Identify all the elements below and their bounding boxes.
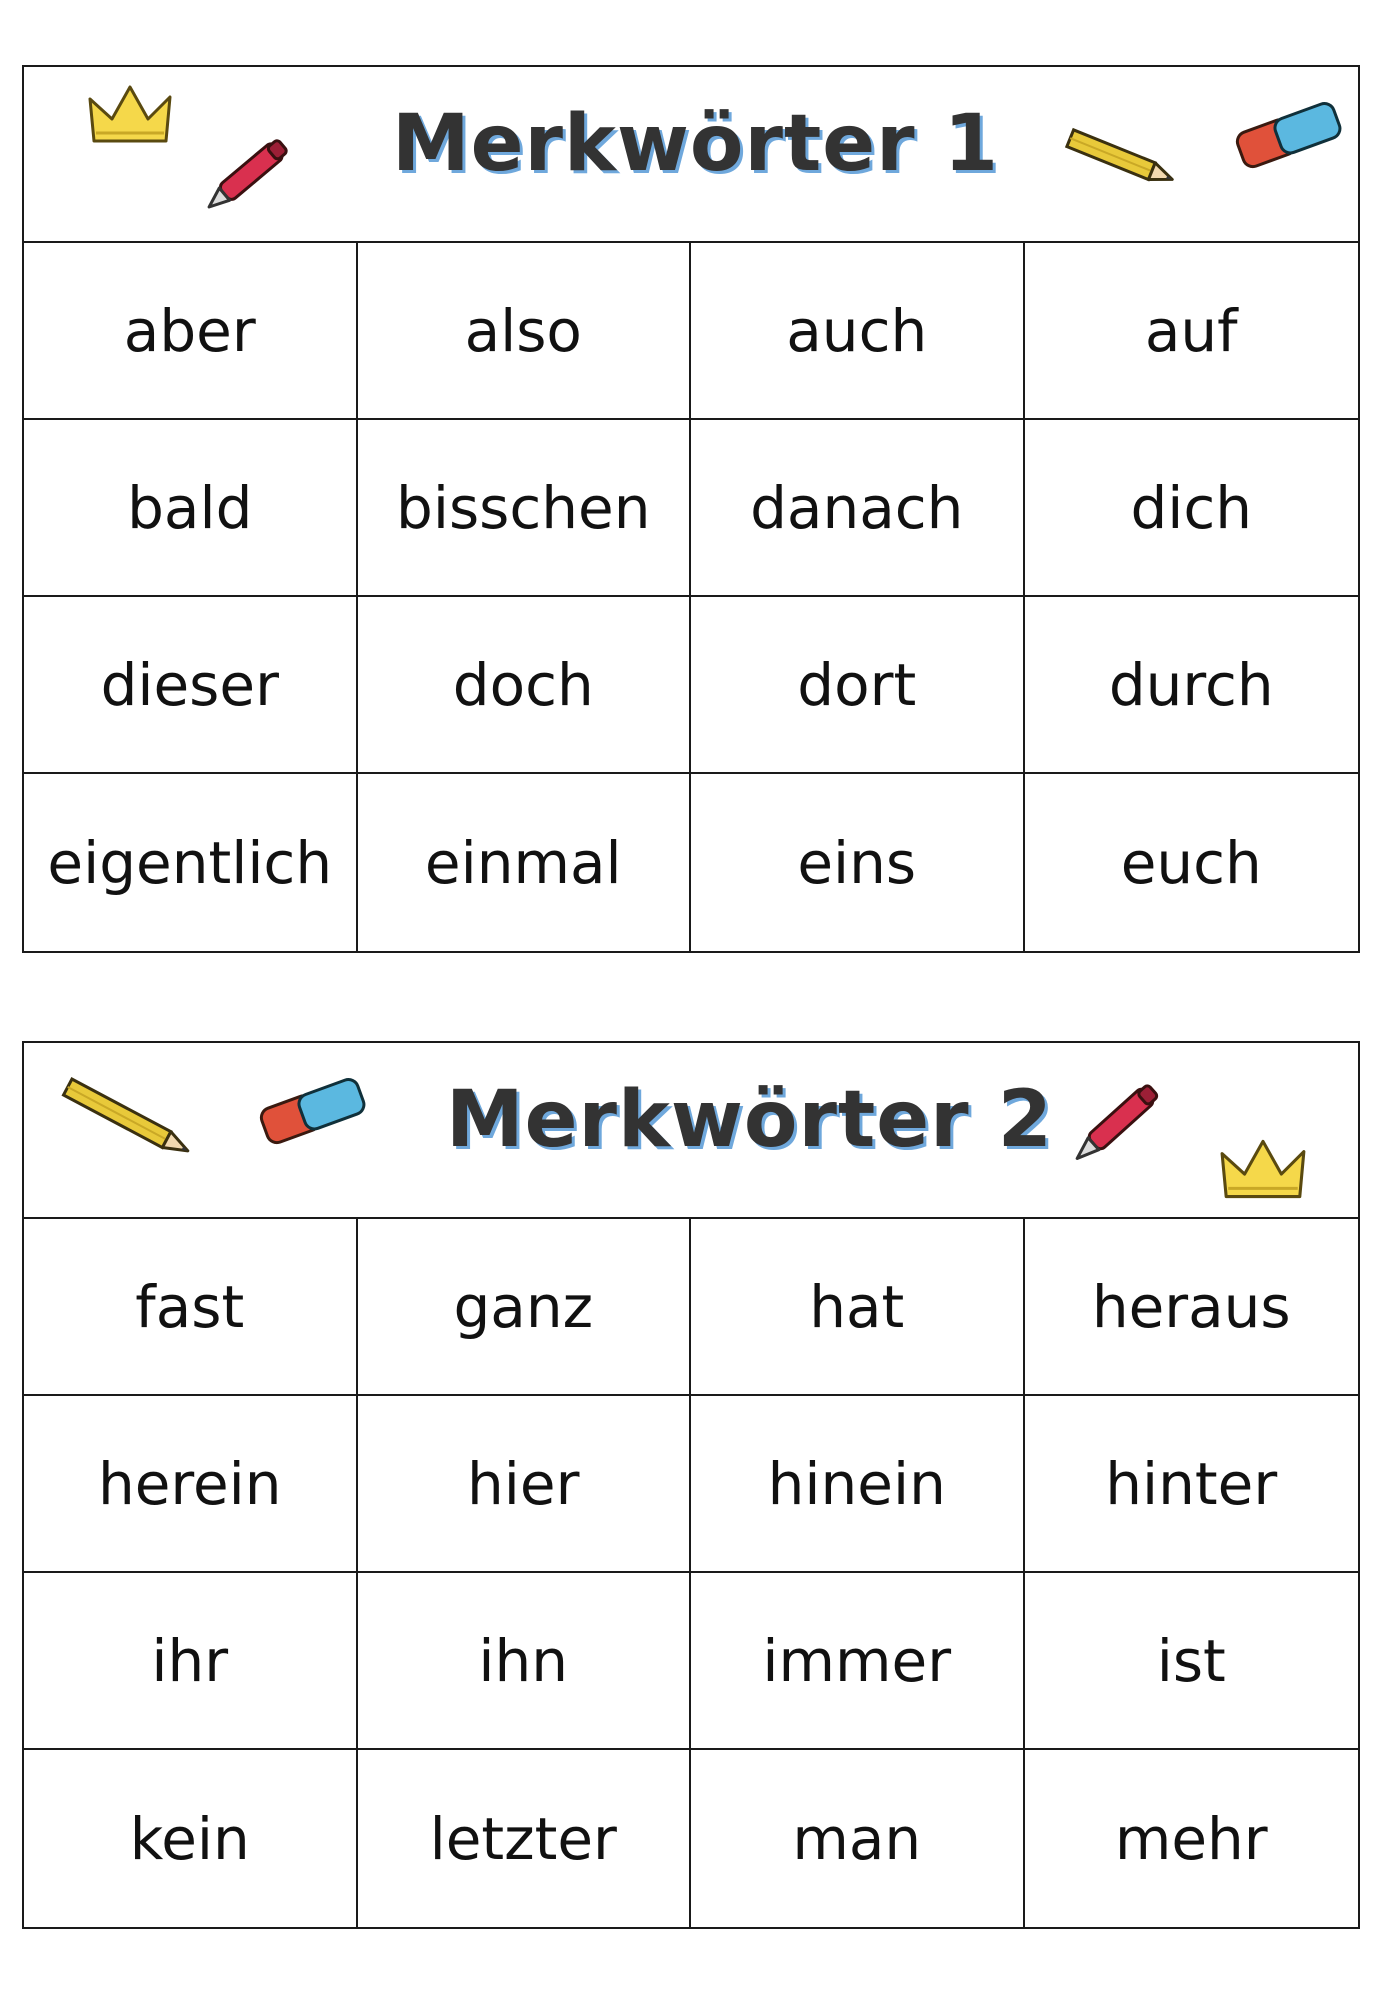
word-grid xyxy=(24,243,1358,951)
word-cell: doch xyxy=(358,597,692,774)
word-cell: einmal xyxy=(358,774,692,951)
fountain-pen-icon xyxy=(192,123,312,219)
fountain-pen-icon xyxy=(1056,1067,1186,1171)
card-header xyxy=(24,67,1358,243)
eraser-icon xyxy=(252,1067,374,1157)
pencil-icon xyxy=(1054,119,1184,199)
word-cell: hat xyxy=(691,1219,1025,1396)
word-cell: dich xyxy=(1025,420,1359,597)
word-cell: eigentlich xyxy=(24,774,358,951)
word-cell: ihn xyxy=(358,1573,692,1750)
word-cell: ganz xyxy=(358,1219,692,1396)
word-cell: immer xyxy=(691,1573,1025,1750)
word-cell: hier xyxy=(358,1396,692,1573)
word-cell: dort xyxy=(691,597,1025,774)
word-cell: aber xyxy=(24,243,358,420)
word-cell: danach xyxy=(691,420,1025,597)
crown-icon xyxy=(1218,1135,1310,1207)
word-cell: kein xyxy=(24,1750,358,1927)
word-card-1 xyxy=(22,65,1360,953)
word-cell: man xyxy=(691,1750,1025,1927)
pencil-icon xyxy=(46,1073,206,1163)
word-cell: auf xyxy=(1025,243,1359,420)
word-cell: ihr xyxy=(24,1573,358,1750)
word-grid xyxy=(24,1219,1358,1927)
word-cell: dieser xyxy=(24,597,358,774)
word-cell: hinein xyxy=(691,1396,1025,1573)
word-cell: letzter xyxy=(358,1750,692,1927)
card-header xyxy=(24,1043,1358,1219)
card-title: Merkwörter 2 xyxy=(446,1075,1054,1165)
word-cell: mehr xyxy=(1114,1804,1268,1873)
word-cell: also xyxy=(358,243,692,420)
eraser-icon xyxy=(1228,91,1350,181)
word-cell: auch xyxy=(691,243,1025,420)
word-card-2 xyxy=(22,1041,1360,1929)
crown-icon xyxy=(86,81,176,151)
word-cell: hinter xyxy=(1025,1396,1359,1573)
word-cell: fast xyxy=(24,1219,358,1396)
word-cell: durch xyxy=(1025,597,1359,774)
word-cell: eins xyxy=(691,774,1025,951)
word-cell: euch xyxy=(1120,828,1262,897)
word-cell: bisschen xyxy=(358,420,692,597)
card-title: Merkwörter 1 xyxy=(392,99,1000,189)
word-cell: bald xyxy=(24,420,358,597)
word-cell: ist xyxy=(1025,1573,1359,1750)
word-cell: heraus xyxy=(1025,1219,1359,1396)
word-cell: herein xyxy=(24,1396,358,1573)
